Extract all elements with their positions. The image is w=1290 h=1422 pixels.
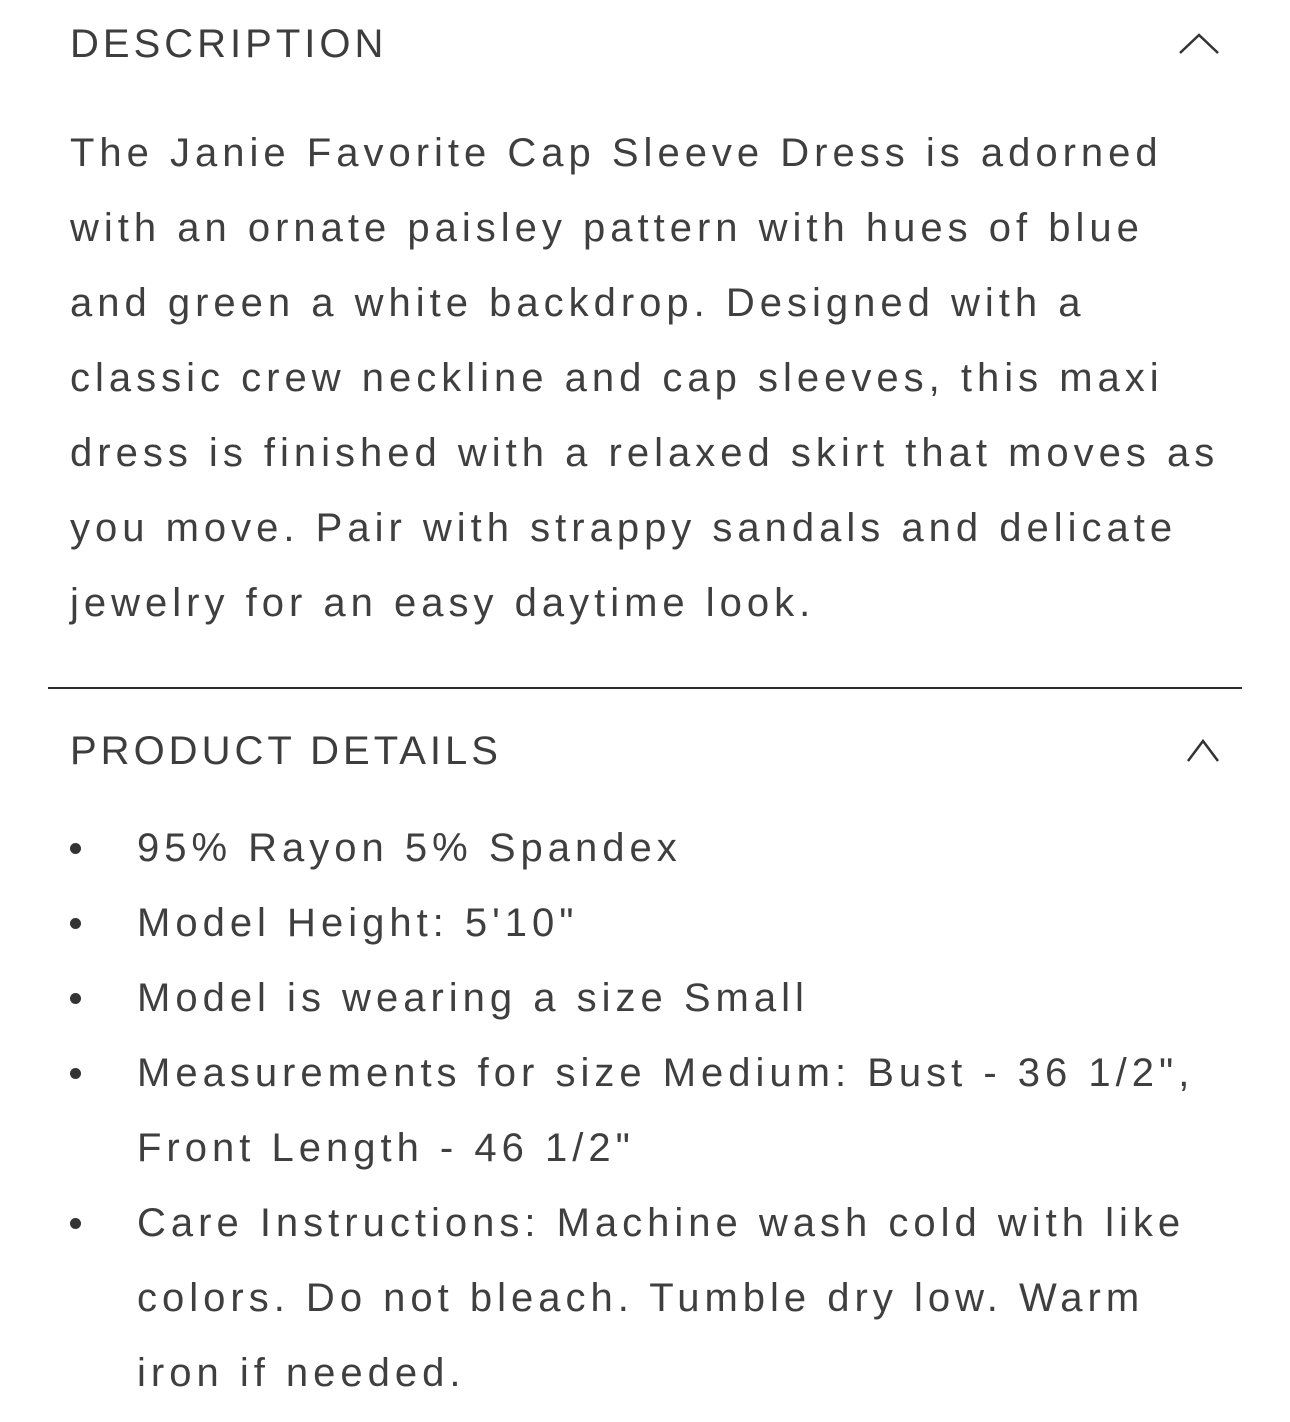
description-title: DESCRIPTION: [70, 21, 388, 66]
list-item: [70, 886, 1228, 961]
product-details-list: [70, 811, 1228, 1411]
bullet-icon: [70, 1218, 81, 1229]
list-item-text: Measurements for size Medium: Bust - 36 1/2", Front Length - 46 1/2": [137, 1051, 1195, 1170]
list-item: [70, 1186, 1228, 1411]
chevron-up-icon: [1186, 738, 1220, 764]
bullet-icon: [70, 918, 81, 929]
list-item: [70, 1036, 1228, 1186]
description-text: The Janie Favorite Cap Sleeve Dress is adorned with an ornate paisley pattern with hues of blue and green a white backdrop. Designed with a classic crew neckline and cap sleeves, this maxi dress is finished with a relaxed skirt that moves as you move. Pair with strappy sandals and delicate jewelry for an easy daytime look.: [70, 131, 1220, 625]
bullet-icon: [70, 843, 81, 854]
product-details-title: PRODUCT DETAILS: [70, 728, 502, 773]
list-item: [70, 961, 1228, 1036]
description-accordion-header[interactable]: [70, 20, 1228, 68]
list-item-text: Care Instructions: Machine wash cold with like colors. Do not bleach. Tumble dry low. Warm iron if needed.: [137, 1201, 1186, 1395]
description-collapse-button[interactable]: [1178, 32, 1220, 56]
list-item-text: Model is wearing a size Small: [137, 976, 809, 1020]
list-item: [70, 811, 1228, 886]
bullet-icon: [70, 993, 81, 1004]
bullet-icon: [70, 1068, 81, 1079]
chevron-up-icon: [1178, 32, 1220, 56]
product-details-accordion-header[interactable]: [70, 727, 1228, 775]
list-item-text: Model Height: 5'10": [137, 901, 579, 945]
list-item-text: 95% Rayon 5% Spandex: [137, 826, 682, 870]
description-section: [0, 0, 1290, 641]
product-details-collapse-button[interactable]: [1186, 738, 1220, 764]
product-details-section: [0, 689, 1290, 1411]
